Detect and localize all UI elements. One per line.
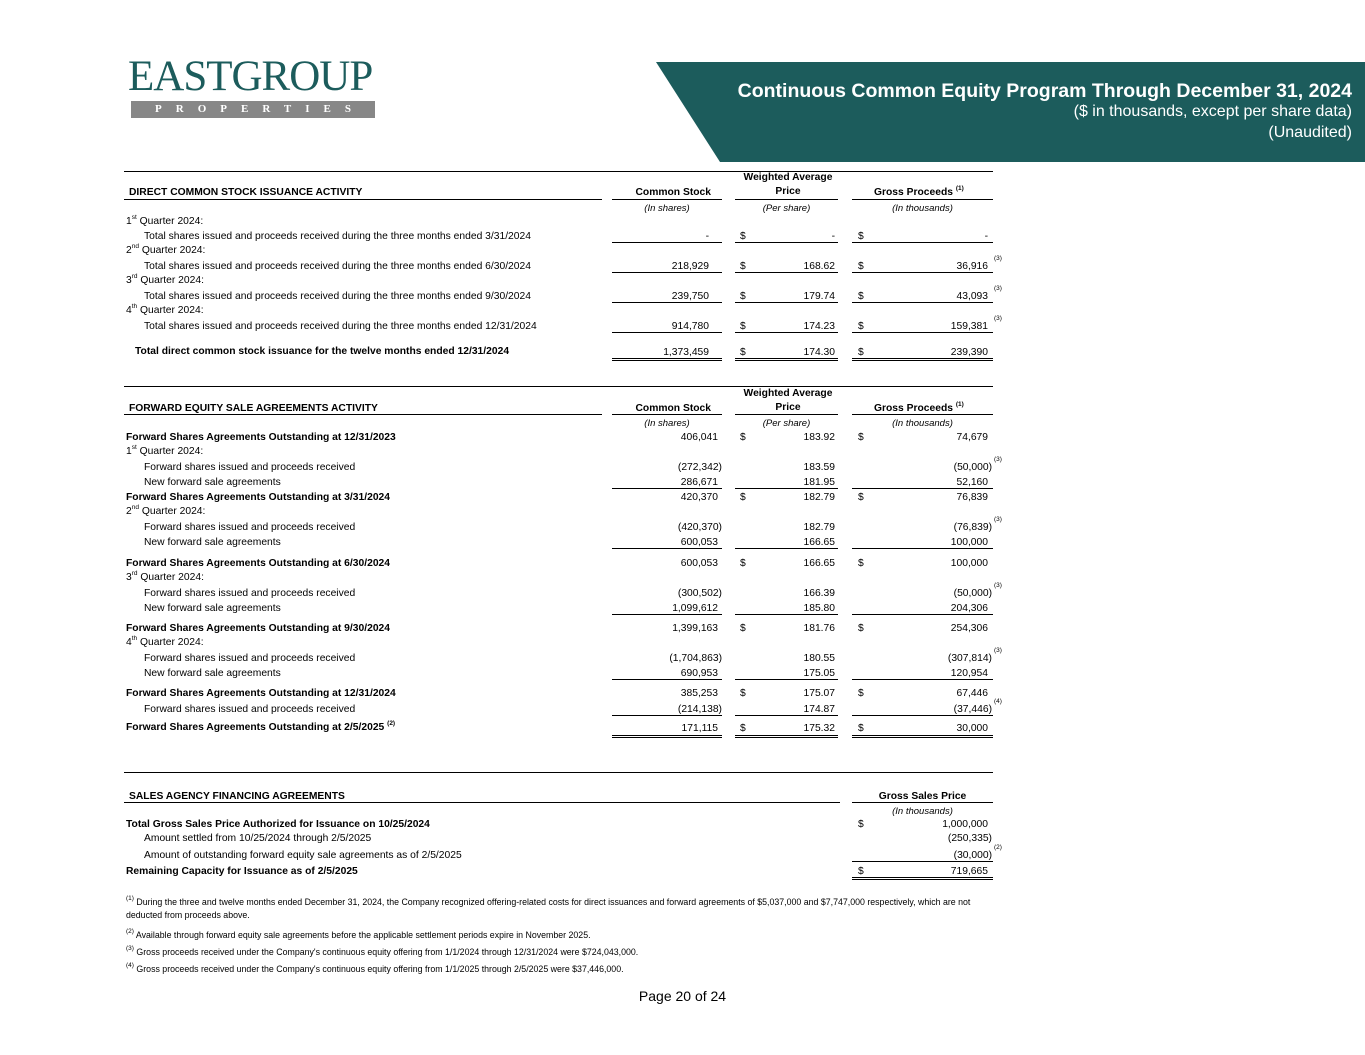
unit-proceeds: (In thousands) (892, 203, 953, 214)
rule-line (735, 242, 838, 243)
table-cell: 52,160 (956, 477, 988, 488)
table-cell: 100,000 (950, 558, 988, 569)
table-cell: $ (858, 723, 864, 734)
outstanding-label: Forward Shares Agreements Outstanding at 12/31/2024 (126, 688, 396, 699)
table-cell: Quarter 2024: (139, 446, 204, 457)
row-proceeds: - (984, 231, 988, 242)
row-price: 168.62 (803, 261, 835, 272)
footnote-mark: (3) (994, 254, 1002, 262)
table-cell: Available through forward equity sale agreements before the applicable settlement periods expire in November 2025. (135, 930, 591, 940)
table-cell: $ (858, 261, 864, 272)
row-label: Forward shares issued and proceeds received (144, 588, 356, 599)
row-label: Total shares issued and proceeds received during the three months ended 9/30/2024 (144, 291, 531, 302)
table-cell: $ (858, 432, 864, 443)
col-header-shares: Common Stock (635, 403, 711, 414)
rule-line (852, 735, 993, 738)
table-cell: $ (858, 688, 864, 699)
rule-line (852, 414, 993, 415)
footnote-mark: (3) (994, 455, 1002, 463)
rule-line (735, 715, 838, 716)
table-cell: 1 (126, 446, 132, 457)
unit-price: (Per share) (762, 418, 811, 429)
page-number: Page 20 of 24 (638, 988, 727, 1004)
table-cell: Quarter 2024: (141, 245, 206, 256)
row-label: Total shares issued and proceeds received during the three months ended 6/30/2024 (144, 261, 531, 272)
table-cell: 1,399,163 (672, 623, 718, 634)
quarter-label (126, 304, 204, 317)
col-header-price-1: Weighted Average (743, 172, 833, 183)
table-cell: 204,306 (950, 603, 988, 614)
table-cell: 175.32 (803, 723, 835, 734)
quarter-label (126, 636, 204, 649)
footnote-mark: st (131, 213, 137, 221)
table-cell: (420,370) (677, 522, 722, 533)
table-cell: 385,253 (680, 688, 718, 699)
footnote-ref (994, 286, 1002, 299)
page-subtitle-units: ($ in thousands, except per share data) (1073, 103, 1352, 120)
company-logo (128, 55, 378, 119)
rule-line (612, 614, 722, 615)
rule-line (852, 614, 993, 615)
unit-shares: (In shares) (644, 203, 690, 214)
rule-line (612, 199, 722, 200)
quarter-label (126, 215, 203, 228)
logo-wordmark: EASTGROUP (128, 53, 373, 100)
table-cell: (272,342) (677, 462, 722, 473)
footnote-mark: (2) (126, 928, 134, 936)
table-cell: 600,053 (680, 558, 718, 569)
row-price: 179.74 (803, 291, 835, 302)
outstanding-label: Forward Shares Agreements Outstanding at 6/30/2024 (126, 558, 390, 569)
table-cell: 4 (126, 305, 132, 316)
col-header-shares: Common Stock (635, 187, 711, 198)
outstanding-label: Forward Shares Agreements Outstanding at 9/30/2024 (126, 623, 390, 634)
footnote-mark: th (131, 634, 138, 642)
table-cell: 2 (126, 245, 132, 256)
footnote-mark: nd (131, 242, 139, 250)
row-label: Forward shares issued and proceeds received (144, 704, 356, 715)
row-label: Forward shares issued and proceeds received (144, 462, 356, 473)
table-cell: $ (858, 623, 864, 634)
table-cell: 166.65 (803, 537, 835, 548)
table-cell: 120,954 (950, 668, 988, 679)
row-label: New forward sale agreements (144, 537, 281, 548)
table-cell: 174.87 (803, 704, 835, 715)
table-cell: Quarter 2024: (140, 572, 204, 583)
rule-line (124, 772, 993, 773)
row-price: 174.23 (803, 321, 835, 332)
row-label: Forward shares issued and proceeds received (144, 653, 356, 664)
table-cell: 67,446 (956, 688, 988, 699)
footnote-mark: (3) (994, 284, 1002, 292)
rule-line (852, 199, 993, 200)
rule-line (735, 302, 838, 303)
table-cell: (76,839) (953, 522, 992, 533)
col-header-gross-sales: Gross Sales Price (878, 791, 967, 802)
table-cell: $ (858, 291, 864, 302)
rule-line (612, 332, 722, 333)
unit-shares: (In shares) (644, 418, 690, 429)
table-cell: $ (858, 819, 864, 830)
table-cell: (30,000) (953, 850, 992, 861)
footnote-mark: (3) (994, 314, 1002, 322)
table-top-rule (124, 171, 993, 172)
rule-line (735, 488, 838, 489)
rule-line (612, 679, 722, 680)
table-cell: (50,000) (953, 462, 992, 473)
table-cell: $ (858, 321, 864, 332)
row-label: Total shares issued and proceeds received during the three months ended 3/31/2024 (144, 231, 531, 242)
table-cell: (214,138) (677, 704, 722, 715)
rule-line (852, 548, 993, 549)
rule-line (735, 679, 838, 680)
table-cell: 3 (126, 572, 132, 583)
table-cell: 166.39 (803, 588, 835, 599)
row-proceeds: 43,093 (956, 291, 988, 302)
quarter-label (126, 445, 203, 458)
table-cell: Quarter 2024: (140, 637, 204, 648)
footnote-ref (994, 256, 1002, 269)
table-cell: 30,000 (956, 723, 988, 734)
table-cell: 76,839 (956, 492, 988, 503)
table-cell: 420,370 (680, 492, 718, 503)
row-shares: 914,780 (671, 321, 709, 332)
total-label: Total direct common stock issuance for the twelve months ended 12/31/2024 (135, 346, 510, 357)
table-cell: 181.76 (803, 623, 835, 634)
footnote-mark: (3) (994, 646, 1002, 654)
unit-proceeds: (In thousands) (892, 418, 953, 429)
table-cell: 2 (126, 506, 132, 517)
rule-line (852, 679, 993, 680)
footnote-1 (126, 896, 1006, 922)
footnote-4 (126, 963, 1006, 976)
table-cell: 182.79 (803, 492, 835, 503)
footnote-mark: (3) (994, 515, 1002, 523)
col-header-price-2: Price (775, 186, 801, 197)
logo-subword: PROPERTIES (131, 101, 375, 118)
rule-line (852, 272, 993, 273)
table-cell: $ (858, 492, 864, 503)
table-cell: 175.07 (803, 688, 835, 699)
outstanding-label: Forward Shares Agreements Outstanding at 12/31/2023 (126, 432, 396, 443)
footnote-mark: (4) (994, 697, 1002, 705)
footnote-mark: (3) (994, 581, 1002, 589)
table-cell: 181.95 (803, 477, 835, 488)
row-label: Total Gross Sales Price Authorized for Issuance on 10/25/2024 (126, 819, 430, 830)
table-cell: $ (740, 688, 746, 699)
table-cell: $ (740, 261, 746, 272)
row-shares: 218,929 (671, 261, 709, 272)
section-heading: SALES AGENCY FINANCING AGREEMENTS (129, 791, 345, 802)
footnote-mark: rd (131, 569, 138, 577)
table-cell: Quarter 2024: (141, 506, 206, 517)
table-cell: 4 (126, 637, 132, 648)
table-cell: $ (858, 558, 864, 569)
table-cell: Quarter 2024: (140, 275, 204, 286)
table-cell: Quarter 2024: (140, 305, 204, 316)
quarter-label (126, 571, 204, 584)
table-cell: 180.55 (803, 653, 835, 664)
rule-line (735, 735, 838, 738)
rule-line (612, 488, 722, 489)
footnote-ref (994, 316, 1002, 329)
table-cell (994, 517, 1002, 530)
rule-line (124, 802, 840, 803)
col-header-price-2: Price (775, 402, 801, 413)
table-cell: (1,704,863) (669, 653, 722, 664)
table-cell: 183.59 (803, 462, 835, 473)
table-cell: Forward Shares Agreements Outstanding at 2/5/2025 (126, 722, 385, 733)
table-cell: 74,679 (956, 432, 988, 443)
page-title: Continuous Common Equity Program Through December 31, 2024 (737, 80, 1352, 102)
table-cell (994, 648, 1002, 661)
total-price: 174.30 (803, 347, 835, 358)
rule-line (124, 199, 602, 200)
section-heading: FORWARD EQUITY SALE AGREEMENTS ACTIVITY (129, 403, 378, 414)
table-cell: 286,671 (680, 477, 718, 488)
rule-line (852, 332, 993, 333)
table-cell: $ (740, 492, 746, 503)
rule-line (852, 715, 993, 716)
rule-line (612, 302, 722, 303)
rule-line (852, 861, 993, 862)
footnote-mark: (1) (126, 895, 134, 903)
table-cell: (250,335) (947, 833, 992, 844)
rule-line (735, 199, 838, 200)
table-cell: $ (858, 347, 864, 358)
table-cell: 690,953 (680, 668, 718, 679)
rule-line (612, 272, 722, 273)
table-cell: $ (740, 623, 746, 634)
table-cell: 254,306 (950, 623, 988, 634)
footnote-3 (126, 946, 1006, 959)
page-subtitle-unaudited: (Unaudited) (1268, 124, 1352, 141)
row-label: Total shares issued and proceeds received during the three months ended 12/31/2024 (144, 321, 537, 332)
rule-line (612, 548, 722, 549)
unit-price: (Per share) (762, 203, 811, 214)
footnote-mark: (1) (955, 400, 964, 408)
row-label: Amount of outstanding forward equity sale agreements as of 2/5/2025 (144, 850, 462, 861)
rule-line (735, 272, 838, 273)
table-cell: Gross Proceeds (874, 403, 953, 414)
section-heading: DIRECT COMMON STOCK ISSUANCE ACTIVITY (129, 187, 363, 198)
table-cell: (300,502) (677, 588, 722, 599)
rule-line (735, 358, 838, 361)
outstanding-label: Forward Shares Agreements Outstanding at 3/31/2024 (126, 492, 390, 503)
table-cell: 1 (126, 216, 132, 227)
table-cell: $ (740, 558, 746, 569)
table-cell: 406,041 (680, 432, 718, 443)
table-cell: 182.79 (803, 522, 835, 533)
unit-sales: (In thousands) (892, 806, 953, 817)
table-cell: (307,814) (947, 653, 992, 664)
rule-line (612, 414, 722, 415)
table-cell: 166.65 (803, 558, 835, 569)
footnote-mark: (1) (955, 184, 964, 192)
table-cell: $ (858, 866, 864, 877)
table-cell: (50,000) (953, 588, 992, 599)
table-cell: 1,099,612 (672, 603, 718, 614)
table-cell (994, 845, 1002, 858)
footnote-mark: nd (131, 503, 139, 511)
footnote-mark: (4) (126, 962, 134, 970)
row-label: New forward sale agreements (144, 477, 281, 488)
row-proceeds: 159,381 (950, 321, 988, 332)
col-header-price-1: Weighted Average (743, 388, 833, 399)
footnote-mark: (2) (994, 843, 1002, 851)
row-label: Forward shares issued and proceeds received (144, 522, 356, 533)
table-cell: $ (740, 347, 746, 358)
table-cell: Gross proceeds received under the Company's continuous equity offering from 1/1/2025 through 2/5/2025 were $37,446,000. (136, 964, 624, 974)
total-proceeds: 239,390 (950, 347, 988, 358)
rule-line (612, 715, 722, 716)
outstanding-label (126, 721, 395, 734)
table-cell: $ (740, 723, 746, 734)
quarter-label (126, 244, 205, 257)
rule-line (124, 414, 602, 415)
table-cell: 3 (126, 275, 132, 286)
rule-line (735, 332, 838, 333)
col-header-proceeds (874, 186, 964, 199)
table-cell: During the three and twelve months ended December 31, 2024, the Company recognized offering-related costs for direct issuances and forward agreements of $5,037,000 and $7,747,000 respectively, which are not deducted from proceeds above. (126, 897, 971, 920)
row-shares: - (705, 231, 709, 242)
table-cell: 600,053 (680, 537, 718, 548)
total-shares: 1,373,459 (663, 347, 709, 358)
table-cell: Gross proceeds received under the Company's continuous equity offering from 1/1/2024 through 12/31/2024 were $724,043,000. (136, 947, 639, 957)
rule-line (612, 735, 722, 738)
table-cell: Gross Proceeds (874, 187, 953, 198)
table-cell: (37,446) (953, 704, 992, 715)
rule-line (735, 548, 838, 549)
rule-line (852, 802, 993, 803)
table-cell: 1,000,000 (942, 819, 988, 830)
rule-line (735, 414, 838, 415)
table-cell: 719,665 (950, 866, 988, 877)
table-cell: $ (740, 321, 746, 332)
table-cell: 100,000 (950, 537, 988, 548)
table-cell: 171,115 (681, 723, 718, 734)
table-cell: $ (740, 291, 746, 302)
footnote-mark: th (131, 302, 138, 310)
footnote-mark: rd (131, 272, 138, 280)
table-cell: 183.92 (803, 432, 835, 443)
quarter-label (126, 274, 204, 287)
table-cell: Quarter 2024: (139, 216, 204, 227)
row-price: - (831, 231, 835, 242)
rule-line (735, 614, 838, 615)
table-cell: $ (740, 231, 746, 242)
table-cell: $ (740, 432, 746, 443)
rule-line (852, 302, 993, 303)
table-cell (994, 457, 1002, 470)
table-cell (994, 699, 1002, 712)
rule-line (612, 242, 722, 243)
footnote-mark: (3) (126, 945, 134, 953)
table-cell (994, 583, 1002, 596)
rule-line (612, 358, 722, 361)
footnote-mark: st (131, 443, 137, 451)
rule-line (852, 877, 993, 880)
rule-line (852, 358, 993, 361)
table-cell: 175.05 (803, 668, 835, 679)
quarter-label (126, 505, 205, 518)
rule-line (852, 488, 993, 489)
row-label: Amount settled from 10/25/2024 through 2/5/2025 (144, 833, 372, 844)
table-cell: $ (858, 231, 864, 242)
footnote-mark: (2) (387, 719, 396, 727)
row-shares: 239,750 (671, 291, 709, 302)
rule-line (124, 386, 993, 387)
rule-line (852, 242, 993, 243)
footnote-2 (126, 929, 1006, 942)
row-label: New forward sale agreements (144, 668, 281, 679)
table-cell: 185.80 (803, 603, 835, 614)
row-label: New forward sale agreements (144, 603, 281, 614)
row-proceeds: 36,916 (956, 261, 988, 272)
row-label: Remaining Capacity for Issuance as of 2/5/2025 (126, 866, 358, 877)
